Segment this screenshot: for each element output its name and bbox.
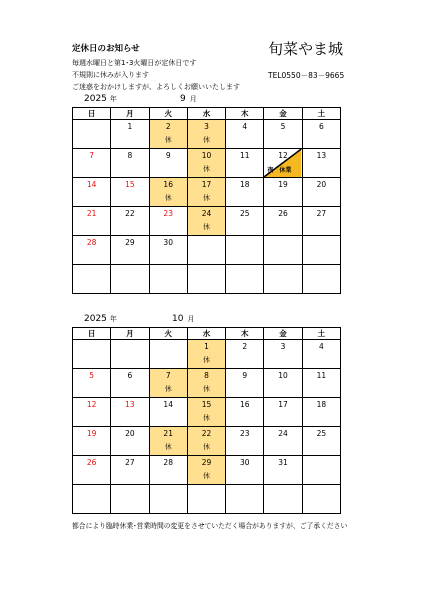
- day-number: 23: [163, 209, 173, 218]
- day-cell: [264, 178, 302, 207]
- weekday-label: 水: [187, 328, 225, 340]
- empty-day-cell: [73, 340, 111, 369]
- day-cell: [111, 427, 149, 456]
- weekday-label: 日: [73, 108, 111, 120]
- closed-mark: 休: [202, 472, 210, 480]
- week-row: [73, 120, 341, 149]
- day-number: 25: [316, 429, 327, 438]
- notice-line-3: ご迷惑をおかけしますが、よろしくお願いいたします: [72, 83, 240, 91]
- weekday-label: 月: [111, 108, 149, 120]
- day-number: 30: [239, 458, 250, 467]
- day-cell: [111, 207, 149, 236]
- empty-day-cell: [226, 236, 264, 265]
- day-number: 13: [316, 151, 327, 160]
- day-cell: [73, 178, 111, 207]
- closed-mark: 休: [164, 136, 172, 144]
- week-row: [73, 265, 341, 294]
- empty-day-cell: [73, 265, 111, 294]
- empty-day-cell: [149, 340, 187, 369]
- week-row: [73, 149, 341, 178]
- weekday-header: [73, 108, 341, 120]
- closed-mark: 休: [202, 194, 210, 202]
- day-cell: [264, 398, 302, 427]
- day-cell: [226, 178, 264, 207]
- day-number: 25: [239, 209, 250, 218]
- empty-day-cell: [187, 485, 225, 514]
- day-cell: [111, 236, 149, 265]
- day-cell: [187, 398, 225, 427]
- day-number: 21: [86, 209, 97, 218]
- weekday-label: 木: [226, 328, 264, 340]
- weekday-label: 火: [149, 108, 187, 120]
- day-number: 8: [127, 151, 133, 160]
- day-number: 2: [242, 342, 248, 351]
- day-cell: [187, 178, 225, 207]
- weekday-label: 水: [187, 108, 225, 120]
- day-number: 29: [201, 458, 212, 467]
- day-number: 27: [125, 458, 135, 467]
- closed-mark: 休: [202, 414, 210, 422]
- weekday-label: 月: [111, 328, 149, 340]
- day-number: 19: [86, 429, 97, 438]
- day-number: 20: [316, 180, 327, 189]
- day-cell: [226, 369, 264, 398]
- month-unit: 月: [189, 95, 197, 103]
- day-number: 15: [125, 180, 135, 189]
- day-cell: [302, 340, 340, 369]
- month-value: 9: [180, 94, 186, 104]
- empty-day-cell: [187, 236, 225, 265]
- day-number: 22: [201, 429, 212, 438]
- closed-mark: 休: [202, 385, 210, 393]
- day-number: 6: [127, 371, 133, 380]
- day-cell: [302, 369, 340, 398]
- day-number: 23: [239, 429, 250, 438]
- day-cell: [149, 369, 187, 398]
- day-cell: [187, 369, 225, 398]
- calendar-october: [72, 327, 341, 514]
- weekday-label: 土: [302, 328, 340, 340]
- day-cell: [73, 398, 111, 427]
- day-number: 1: [127, 122, 133, 131]
- week-row: [73, 236, 341, 265]
- day-cell: [302, 178, 340, 207]
- day-number: 12: [278, 151, 288, 160]
- week-row: [73, 207, 341, 236]
- day-cell: [73, 207, 111, 236]
- day-cell: [226, 398, 264, 427]
- day-number: 26: [278, 209, 288, 218]
- day-number: 7: [165, 371, 171, 380]
- calendar-september: [72, 107, 341, 294]
- closed-mark: 休: [164, 194, 172, 202]
- day-cell: [187, 120, 225, 149]
- day-cell: [226, 340, 264, 369]
- closed-mark: 休: [164, 385, 172, 393]
- day-number: 30: [163, 238, 173, 247]
- day-cell: [302, 207, 340, 236]
- day-cell: [264, 149, 302, 178]
- calendar-1-month: [180, 94, 197, 104]
- weekday-label: 金: [264, 328, 302, 340]
- empty-day-cell: [149, 485, 187, 514]
- footer-notice: 都合により臨時休業･営業時間の変更をさせていただく場合がありますが、ご了承ください: [72, 522, 348, 530]
- day-cell: [264, 340, 302, 369]
- closed-mark: 休: [202, 356, 210, 364]
- year-value: 2025: [84, 94, 107, 104]
- day-number: 19: [278, 180, 288, 189]
- day-cell: [149, 456, 187, 485]
- day-cell: [149, 120, 187, 149]
- day-cell: [226, 120, 264, 149]
- week-row: [73, 340, 341, 369]
- empty-day-cell: [302, 485, 340, 514]
- day-number: 14: [86, 180, 97, 189]
- day-cell: [264, 427, 302, 456]
- day-number: 6: [318, 122, 324, 131]
- notice-line-2: 不規則に休みが入ります: [72, 71, 149, 79]
- day-cell: [111, 456, 149, 485]
- day-number: 21: [163, 429, 173, 438]
- day-number: 29: [125, 238, 135, 247]
- day-number: 14: [163, 400, 173, 409]
- day-cell: [264, 207, 302, 236]
- empty-day-cell: [302, 236, 340, 265]
- day-number: 26: [86, 458, 97, 467]
- week-row: [73, 178, 341, 207]
- empty-day-cell: [264, 485, 302, 514]
- day-number: 3: [204, 122, 209, 131]
- day-number: 5: [280, 122, 286, 131]
- day-number: 12: [86, 400, 97, 409]
- empty-day-cell: [226, 265, 264, 294]
- day-number: 15: [201, 400, 212, 409]
- day-number: 2: [165, 122, 171, 131]
- week-row: [73, 485, 341, 514]
- day-cell: [187, 149, 225, 178]
- day-cell: [302, 398, 340, 427]
- empty-day-cell: [111, 265, 149, 294]
- day-number: 28: [86, 238, 97, 247]
- day-cell: [302, 149, 340, 178]
- day-number: 9: [242, 371, 248, 380]
- day-number: 7: [89, 151, 95, 160]
- weekday-label: 土: [302, 108, 340, 120]
- weekday-label: 木: [226, 108, 264, 120]
- calendar-2-year: [84, 314, 117, 324]
- day-number: 4: [242, 122, 248, 131]
- day-cell: [187, 207, 225, 236]
- notice-line-1: 毎週水曜日と第1･3火曜日が定休日です: [72, 59, 197, 67]
- day-cell: [264, 369, 302, 398]
- year-unit: 年: [109, 95, 117, 103]
- evening-closed-mark: 夜 休業: [267, 167, 292, 174]
- day-cell: [264, 120, 302, 149]
- day-cell: [187, 456, 225, 485]
- empty-day-cell: [264, 236, 302, 265]
- day-cell: [302, 120, 340, 149]
- day-number: 1: [204, 342, 209, 351]
- week-row: [73, 427, 341, 456]
- weekday-header: [73, 328, 341, 340]
- day-cell: [149, 236, 187, 265]
- day-cell: [149, 178, 187, 207]
- day-number: 13: [125, 400, 135, 409]
- day-number: 28: [163, 458, 173, 467]
- day-cell: [73, 427, 111, 456]
- calendar-1-year: [84, 94, 117, 104]
- phone-number: TEL0550－83－9665: [268, 71, 345, 80]
- day-number: 8: [204, 371, 209, 380]
- weekday-label: 日: [73, 328, 111, 340]
- day-number: 16: [239, 400, 250, 409]
- empty-day-cell: [73, 485, 111, 514]
- day-cell: [226, 427, 264, 456]
- empty-day-cell: [73, 120, 111, 149]
- closed-mark: 休: [202, 165, 210, 173]
- empty-day-cell: [187, 265, 225, 294]
- week-row: [73, 369, 341, 398]
- day-cell: [111, 369, 149, 398]
- day-cell: [149, 398, 187, 427]
- week-row: [73, 398, 341, 427]
- day-number: 27: [316, 209, 327, 218]
- day-cell: [73, 369, 111, 398]
- notice-title: 定休日のお知らせ: [72, 44, 140, 54]
- day-number: 18: [316, 400, 327, 409]
- day-cell: [73, 456, 111, 485]
- empty-day-cell: [111, 340, 149, 369]
- day-cell: [226, 207, 264, 236]
- day-number: 22: [125, 209, 135, 218]
- day-cell: [187, 340, 225, 369]
- empty-day-cell: [149, 265, 187, 294]
- day-number: 10: [278, 371, 288, 380]
- day-cell: [149, 207, 187, 236]
- day-number: 10: [201, 151, 212, 160]
- day-number: 4: [318, 342, 324, 351]
- empty-day-cell: [111, 485, 149, 514]
- month-unit: 月: [187, 315, 195, 323]
- closed-mark: 休: [164, 443, 172, 451]
- day-cell: [149, 427, 187, 456]
- closed-mark: 休: [202, 223, 210, 231]
- week-row: [73, 456, 341, 485]
- day-cell: [226, 456, 264, 485]
- year-value: 2025: [84, 314, 107, 324]
- closed-mark: 休: [202, 443, 210, 451]
- day-cell: [187, 427, 225, 456]
- calendar-2-month: [172, 314, 194, 324]
- day-cell: [111, 178, 149, 207]
- weekday-label: 火: [149, 328, 187, 340]
- day-cell: [302, 427, 340, 456]
- day-number: 20: [125, 429, 135, 438]
- day-number: 24: [201, 209, 212, 218]
- empty-day-cell: [264, 265, 302, 294]
- day-cell: [111, 149, 149, 178]
- day-number: 5: [89, 371, 95, 380]
- closed-mark: 休: [202, 136, 210, 144]
- day-cell: [149, 149, 187, 178]
- day-cell: [264, 456, 302, 485]
- day-number: 18: [239, 180, 250, 189]
- empty-day-cell: [302, 456, 340, 485]
- month-value: 10: [172, 314, 184, 324]
- day-cell: [111, 398, 149, 427]
- day-cell: [73, 236, 111, 265]
- shop-name: 旬菜やま城: [268, 40, 344, 58]
- day-number: 17: [201, 180, 212, 189]
- day-cell: [111, 120, 149, 149]
- day-number: 11: [316, 371, 327, 380]
- day-cell: [226, 149, 264, 178]
- day-number: 11: [239, 151, 250, 160]
- day-number: 9: [165, 151, 171, 160]
- empty-day-cell: [226, 485, 264, 514]
- day-number: 17: [278, 400, 288, 409]
- empty-day-cell: [302, 265, 340, 294]
- day-number: 31: [278, 458, 288, 467]
- year-unit: 年: [109, 315, 117, 323]
- day-number: 16: [163, 180, 173, 189]
- day-number: 24: [278, 429, 288, 438]
- day-cell: [73, 149, 111, 178]
- weekday-label: 金: [264, 108, 302, 120]
- day-number: 3: [280, 342, 286, 351]
